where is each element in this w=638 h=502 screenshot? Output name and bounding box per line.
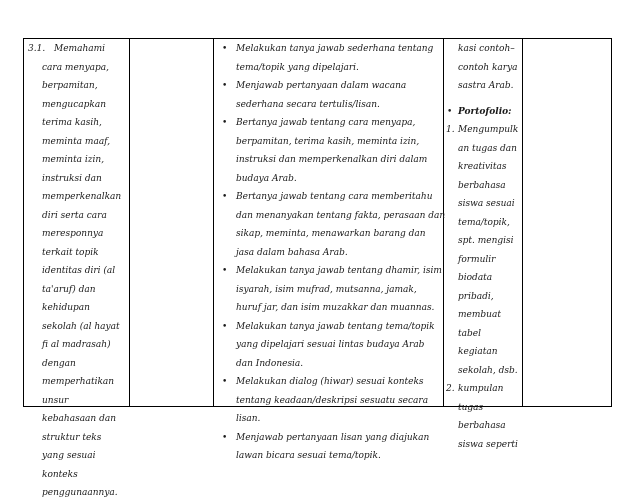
syllabus-table [23, 38, 612, 498]
competency-line: sekolah (al hayat [42, 321, 120, 332]
assessment-line: contoh karya [458, 62, 518, 73]
competency-line: berpamitan, [42, 81, 98, 91]
activity-line: budaya Arab. [236, 173, 297, 184]
assessment-line: kegiatan [458, 347, 498, 358]
competency-line: Memahami [54, 44, 106, 54]
competency-line: yang sesuai [42, 451, 96, 461]
activity-line: Melakukan tanya jawab sederhana tentang [236, 44, 434, 54]
assessment-line: tugas [458, 402, 484, 413]
bullet-icon: • [222, 266, 228, 276]
activity-line: Melakukan dialog (hiwar) sesuai konteks [236, 377, 424, 387]
item-number: 3.1. [28, 44, 46, 54]
list-number: 2. [446, 384, 455, 395]
bullet-icon: • [222, 192, 228, 202]
assessment-line: tema/topik, [458, 217, 510, 228]
competency-line: penggunaannya. [42, 488, 118, 498]
activities-cell [214, 39, 446, 461]
assessment-line: membuat [458, 310, 501, 321]
assessment-line: pribadi, [458, 291, 494, 302]
activity-line: yang dipelajari sesuai lintas budaya Arab [236, 340, 425, 350]
activity-line: Melakukan tanya jawab tentang tema/topik [236, 321, 435, 332]
activity-line: dan Indonesia. [236, 358, 304, 369]
competency-line: dengan [42, 358, 76, 369]
competency-line: terima kasih, [42, 118, 102, 128]
competency-line: diri serta cara [42, 210, 107, 221]
competency-line: konteks [42, 469, 78, 480]
assessment-cell [444, 39, 523, 450]
bullet-icon: • [222, 118, 228, 128]
activity-line: Menjawab pertanyaan lisan yang diajukan [236, 432, 430, 443]
activity-line: jasa dalam bahasa Arab. [236, 247, 348, 258]
assessment-line: sekolah, dsb. [458, 365, 518, 376]
activity-line: Bertanya jawab tentang cara menyapa, [236, 118, 416, 128]
competency-line: instruksi dan [42, 173, 102, 184]
activity-line: sikap, meminta, menawarkan barang dan [236, 229, 426, 239]
competency-line: mengucapkan [42, 99, 106, 110]
activity-line: Melakukan tanya jawab tentang dhamir, isim [236, 266, 442, 276]
bullet-icon: • [222, 81, 228, 91]
competency-line: identitas diri (al [42, 266, 116, 276]
assessment-line: tabel [458, 328, 481, 339]
activity-line: tema/topik yang dipelajari. [236, 62, 359, 73]
activity-line: tentang keadaan/deskripsi sesuatu secara [236, 395, 429, 406]
activity-line: Menjawab pertanyaan dalam wacana [236, 81, 407, 91]
empty-cell [130, 39, 214, 407]
competency-line: terkait topik [42, 247, 99, 258]
assessment-line: kasi contoh– [458, 44, 515, 54]
competency-line: struktur teks [42, 432, 102, 443]
competency-cell [24, 39, 130, 498]
activity-line: instruksi dan memperkenalkan diri dalam [236, 155, 428, 165]
competency-line: kehidupan [42, 303, 90, 313]
competency-line: meminta izin, [42, 155, 105, 165]
assessment-line: sastra Arab. [458, 81, 514, 91]
assessment-line: spt. mengisi [458, 236, 514, 247]
competency-line: cara menyapa, [42, 62, 110, 73]
competency-line: meresponnya [42, 229, 104, 239]
bullet-icon: • [222, 432, 228, 443]
activity-line: sederhana secara tertulis/lisan. [236, 99, 380, 110]
competency-line: ta'aruf) dan [42, 284, 96, 295]
assessment-line: kumpulan [458, 384, 504, 395]
activity-line: huruf jar, dan isim muzakkar dan muannas. [236, 303, 435, 313]
assessment-line: siswa sesuai [458, 199, 515, 210]
activity-line: dan menanyakan tentang fakta, perasaan dan [236, 210, 446, 221]
assessment-line: formulir [458, 254, 496, 265]
competency-line: meminta maaf, [42, 136, 111, 147]
assessment-line: berbahasa [458, 180, 506, 191]
bullet-icon: • [447, 106, 453, 117]
competency-line: fi al madrasah) [42, 340, 111, 350]
assessment-line: biodata [458, 273, 493, 284]
portfolio-heading: Portofolio: [458, 106, 512, 117]
activity-line: lawan bicara sesuai tema/topik. [236, 451, 381, 461]
list-number: 1. [446, 125, 455, 136]
competency-line: kebahasaan dan [42, 414, 116, 424]
competency-line: unsur [42, 395, 69, 406]
table-row [24, 39, 612, 407]
activity-line: berpamitan, terima kasih, meminta izin, [236, 136, 420, 147]
activity-line: Bertanya jawab tentang cara memberitahu [236, 192, 433, 202]
bullet-icon: • [222, 377, 228, 387]
assessment-line: Mengumpulk [458, 125, 519, 136]
bullet-icon: • [222, 44, 228, 54]
activity-line: isyarah, isim mufrad, mutsanna, jamak, [236, 284, 417, 295]
assessment-line: berbahasa [458, 421, 506, 432]
activity-line: lisan. [236, 414, 261, 424]
assessment-line: kreativitas [458, 162, 507, 173]
assessment-line: an tugas dan [458, 143, 517, 154]
competency-line: memperhatikan [42, 377, 115, 387]
assessment-line: siswa seperti [458, 439, 518, 450]
empty-cell-right [523, 39, 612, 407]
competency-line: memperkenalkan [42, 192, 122, 202]
bullet-icon: • [222, 321, 228, 332]
